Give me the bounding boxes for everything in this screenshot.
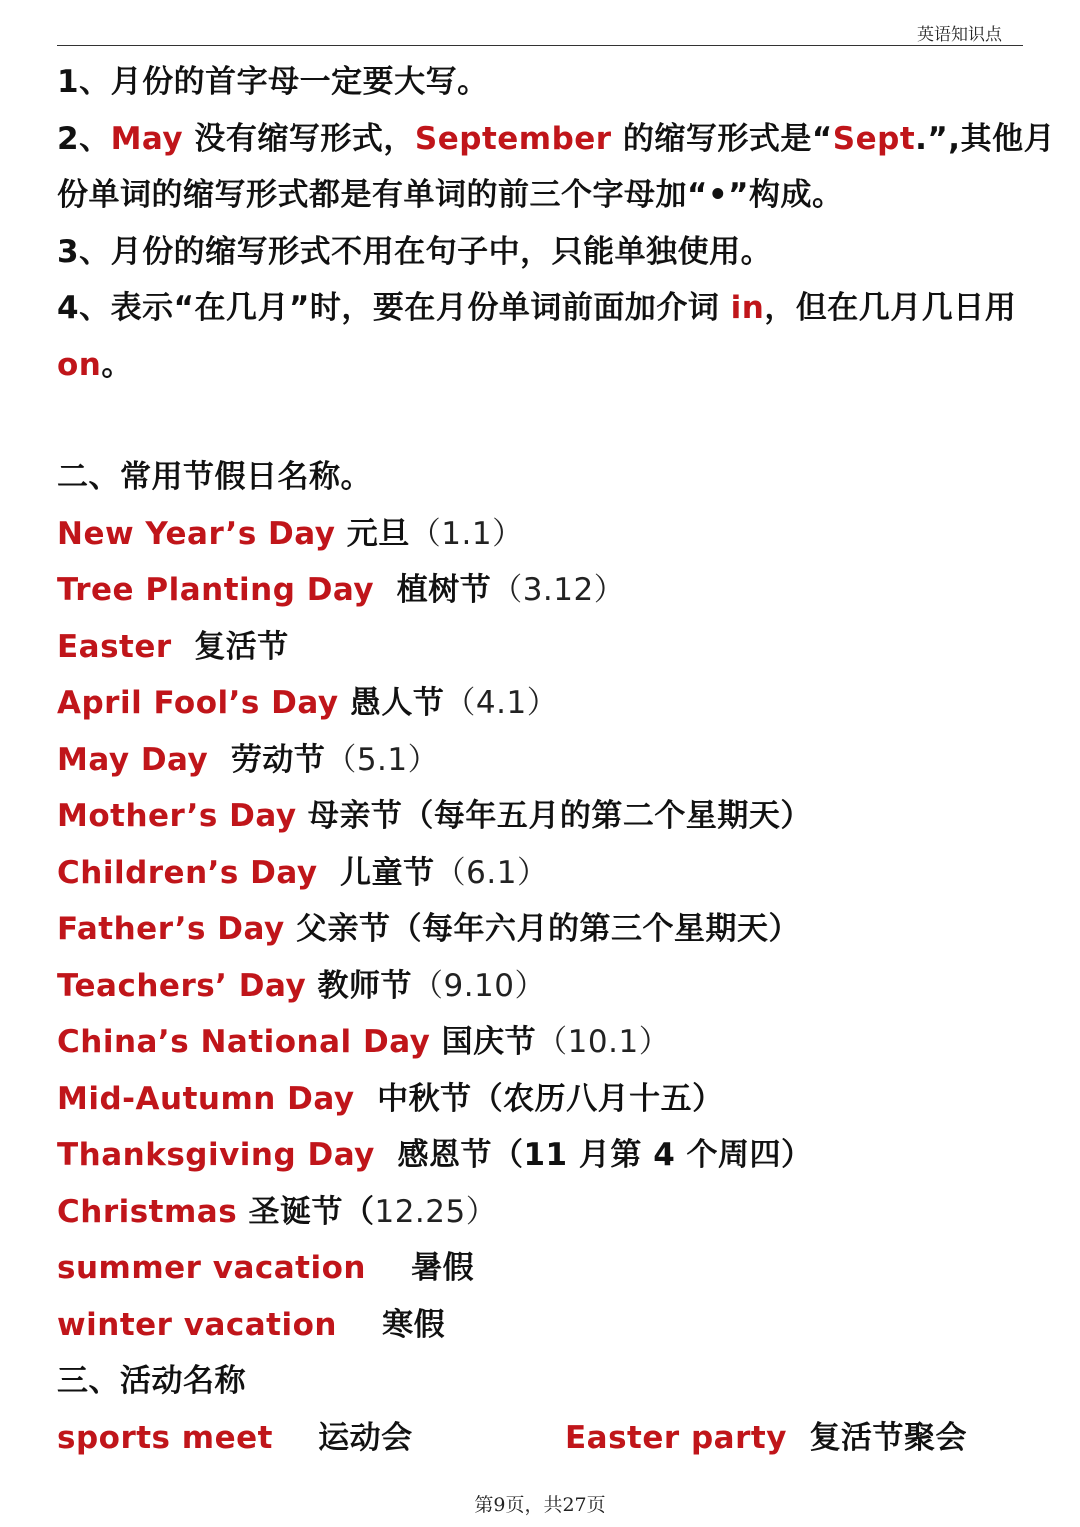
holiday-chinese-name: 植树节 (374, 572, 492, 608)
highlight-text: September (414, 120, 612, 157)
holiday-item (57, 958, 1027, 1015)
spacer (57, 393, 1027, 449)
holiday-chinese-name: 国庆节 (430, 1024, 537, 1060)
holiday-date-note: （9.10） (411, 967, 546, 1004)
body-text: 3、月份的缩写形式不用在句子中，只能单独使用。 (57, 233, 773, 270)
holiday-chinese-name: 母亲节（每年五月的第二个星期天） (296, 798, 812, 834)
highlight-text: in (730, 290, 765, 326)
holiday-item (57, 1240, 1027, 1297)
highlight-text: Sept (832, 120, 916, 157)
holiday-item (57, 788, 1027, 845)
activity-item-easter-party: Easter party 复活节聚会 (565, 1419, 967, 1456)
activity-row (57, 1410, 1027, 1467)
holiday-chinese-name: 圣诞节（ (237, 1193, 375, 1230)
body-text: 份单词的缩写形式都是有单词的前三个字母加“•”构成。 (57, 177, 844, 213)
holiday-chinese-name: 愚人节 (338, 685, 445, 721)
holiday-english-name: Mother’s Day (57, 798, 297, 834)
holiday-chinese-name: 暑假 (365, 1250, 475, 1286)
holiday-date-note: （10.1） (536, 1024, 671, 1060)
body-text: 的缩写形式是“ (611, 120, 833, 157)
holiday-date-note: （5.1） (325, 741, 440, 778)
holiday-chinese-name: 复活节 (171, 628, 289, 665)
holiday-chinese-name: 劳动节 (208, 741, 326, 778)
holiday-english-name: New Year’s Day (57, 515, 336, 552)
body-text: .”,其他月 (915, 120, 1056, 157)
holiday-english-name: Teachers’ Day (57, 967, 307, 1004)
rule-line (57, 111, 1056, 168)
activity-item-sports-meet: sports meet 运动会 (57, 1419, 413, 1456)
header-divider (57, 45, 1023, 46)
holiday-chinese-name: 元旦 (335, 515, 410, 552)
holiday-chinese-name: 寒假 (337, 1306, 446, 1343)
rule-line (57, 280, 1027, 337)
body-text: 。 (101, 346, 133, 383)
highlight-text: on (57, 346, 102, 383)
month-rules (57, 54, 1056, 393)
holiday-item (57, 675, 1027, 732)
rule-line (57, 224, 1027, 281)
holiday-chinese-name: 教师节 (306, 967, 412, 1004)
holiday-english-name: Easter (57, 628, 172, 665)
holiday-item (57, 1297, 1027, 1354)
holiday-item (57, 901, 1027, 958)
holiday-item (57, 1127, 1027, 1184)
holiday-english-name: Mid-Autumn Day (57, 1080, 355, 1117)
holiday-item (57, 1071, 1027, 1128)
holiday-item (57, 845, 1027, 902)
page-number: 第9页，共27页 (474, 1494, 606, 1516)
holiday-item (57, 562, 1027, 619)
holiday-english-name: April Fool’s Day (57, 685, 339, 721)
holiday-chinese-name: 感恩节（11 月第 4 个周四） (374, 1137, 813, 1173)
holiday-english-name: summer vacation (57, 1250, 366, 1286)
holiday-english-name: China’s National Day (57, 1024, 431, 1060)
document-body (57, 54, 1056, 1466)
holiday-date-note: （6.1） (434, 854, 549, 891)
highlight-text: May (110, 120, 184, 157)
holiday-item (57, 506, 1027, 563)
section-2-title: 二、常用节假日名称。 (57, 459, 372, 495)
holiday-item (57, 732, 1027, 789)
body-text: 1、月份的首字母一定要大写。 (57, 64, 489, 100)
body-text: 4、表示“在几月”时，要在月份单词前面加介词 (57, 290, 731, 326)
body-text: 没有缩写形式， (183, 120, 415, 157)
header-label: 英语知识点 (917, 25, 1002, 45)
holiday-english-name: Christmas (57, 1193, 238, 1230)
holiday-english-name: Tree Planting Day (57, 572, 375, 608)
holiday-chinese-name: 儿童节 (317, 854, 435, 891)
holiday-chinese-name: 父亲节（每年六月的第三个星期天） (284, 911, 801, 947)
holiday-date-note: 12.25） (374, 1193, 498, 1230)
holiday-date-note: （1.1） (409, 515, 524, 552)
holiday-date-note: （4.1） (444, 685, 559, 721)
body-text: 2、 (57, 120, 111, 157)
holiday-item (57, 619, 1027, 676)
holiday-item (57, 1014, 1027, 1071)
holiday-english-name: Children’s Day (57, 854, 318, 891)
holiday-chinese-name: 中秋节（农历八月十五） (354, 1080, 724, 1117)
holiday-list (57, 506, 1027, 1354)
section-3-title: 三、活动名称 (57, 1363, 246, 1399)
holiday-date-note: （3.12） (491, 572, 626, 608)
rule-line (57, 167, 1027, 224)
holiday-item (57, 1184, 1027, 1241)
body-text: ，但在几月几日用 (764, 290, 1017, 326)
holiday-english-name: May Day (57, 741, 209, 778)
rule-line (57, 54, 1027, 111)
holiday-english-name: winter vacation (57, 1306, 337, 1343)
rule-line (57, 337, 1027, 394)
holiday-english-name: Thanksgiving Day (57, 1137, 375, 1173)
holiday-english-name: Father’s Day (57, 911, 285, 947)
